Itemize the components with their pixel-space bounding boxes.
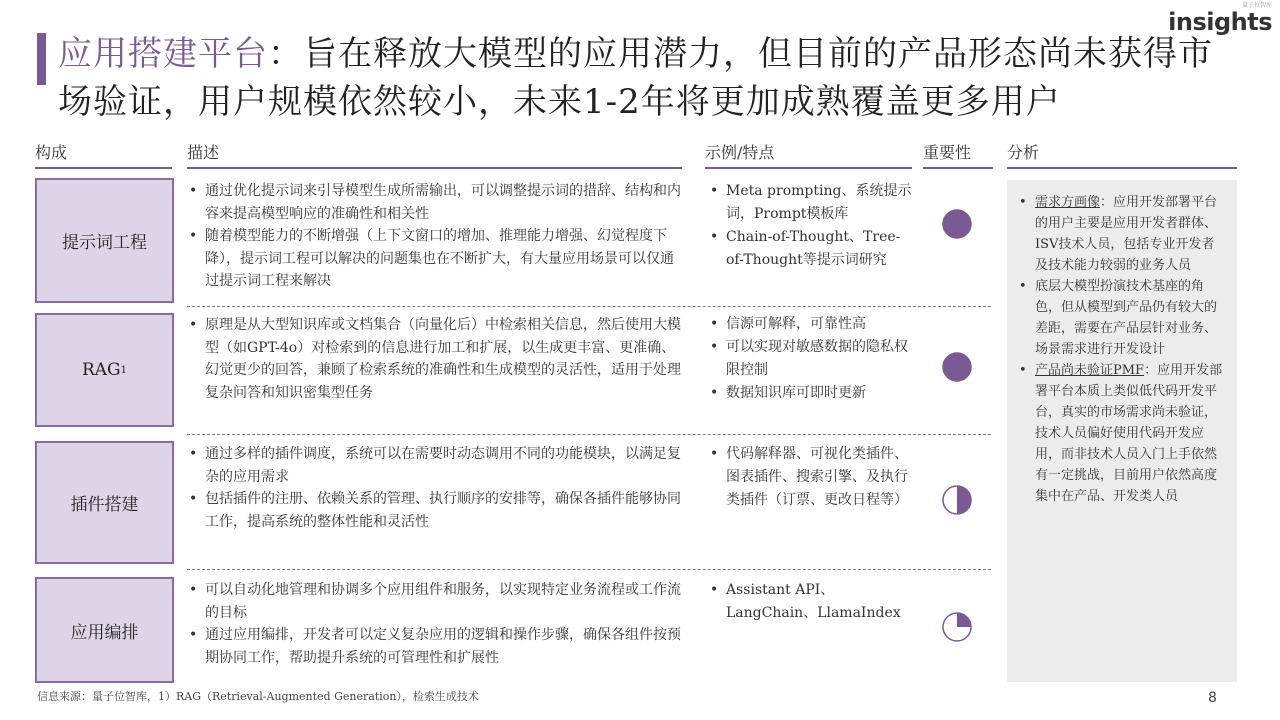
- row-description: [187, 180, 687, 293]
- row-label-text: RAG: [81, 360, 121, 380]
- header-description: 描述: [187, 143, 682, 169]
- row-label: [35, 577, 174, 683]
- example-bullet: • 代码解释器、可视化类插件、图表插件、搜索引擎、及执行类插件（订票、更改日程等）: [708, 443, 913, 512]
- example-bullet: • 数据知识库可即时更新: [708, 382, 913, 405]
- row-separator: [187, 434, 991, 435]
- analysis-key: 产品尚未验证PMF: [1035, 363, 1145, 378]
- example-bullet: • Assistant API、LangChain、LlamaIndex: [708, 579, 913, 625]
- analysis-text: ：应用开发部署平台本质上类似低代码开发平台，真实的市场需求尚未验证，技术人员偏好使用代码开发应用，而非技术人员入门上手依然有一定挑战，目前用户依然高度集中在产品、开发类人员: [1035, 363, 1223, 504]
- row-examples: [708, 579, 913, 625]
- row-label: [35, 178, 174, 303]
- description-bullet: • 包括插件的注册、依赖关系的管理、执行顺序的安排等，确保各插件能够协同工作，提高系统的整体性能和灵活性: [187, 488, 687, 533]
- title-highlight: 应用搭建平台: [58, 34, 268, 74]
- page-title: [58, 30, 1238, 126]
- importance-full-icon: [942, 352, 972, 382]
- example-bullet: • 信源可解释，可靠性高: [708, 313, 913, 336]
- description-bullet: • 随着模型能力的不断增强（上下文窗口的增加、推理能力增强、幻觉程度下降），提示词工程可以解决的问题集也在不断扩大，有大量应用场景可以仅通过提示词工程来解决: [187, 225, 687, 293]
- row-description: [187, 314, 687, 404]
- brand-logo: [1168, 2, 1272, 34]
- description-bullet: • 通过应用编排，开发者可以定义复杂应用的逻辑和操作步骤，确保各组件按预期协同工作，帮助提升系统的可管理性和扩展性: [187, 624, 687, 669]
- row-label-text: 提示词工程: [62, 233, 147, 253]
- header-importance: 重要性: [923, 143, 993, 169]
- description-bullet: • 可以自动化地管理和协调多个应用组件和服务，以实现特定业务流程或工作流的目标: [187, 579, 687, 624]
- row-description: [187, 579, 687, 669]
- analysis-text: 底层大模型扮演技术基座的角色，但从模型到产品仍有较大的差距，需要在产品层针对业务、场景需求进行开发设计: [1035, 279, 1218, 357]
- description-bullet: • 原理是从大型知识库或文档集合（向量化后）中检索相关信息，然后使用大模型（如GPT-4o）对检索到的信息进行加工和扩展，以生成更丰富、更准确、幻觉更少的回答，兼顾了检索系统的准确性和生成模型的灵活性，适用于处理复杂问答和知识密集型任务: [187, 314, 687, 404]
- row-description: [187, 443, 687, 533]
- description-bullet: • 通过多样的插件调度，系统可以在需要时动态调用不同的功能模块，以满足复杂的应用需求: [187, 443, 687, 488]
- row-separator: [187, 306, 991, 307]
- analysis-bullet: [1017, 276, 1223, 360]
- row-separator: [187, 569, 991, 570]
- header-analysis: 分析: [1007, 143, 1237, 169]
- analysis-key: 需求方画像: [1035, 195, 1101, 210]
- row-label-text: 插件搭建: [70, 495, 139, 515]
- example-bullet: • Meta prompting、系统提示词，Prompt模板库: [708, 180, 913, 226]
- row-examples: [708, 443, 913, 512]
- page-number: 8: [1208, 690, 1217, 706]
- row-examples: [708, 180, 913, 272]
- analysis-bullet: [1017, 192, 1223, 276]
- header-component: 构成: [35, 143, 172, 169]
- logo-text: insights: [1168, 8, 1272, 36]
- header-examples: 示例/特点: [705, 143, 912, 169]
- description-bullet: • 通过优化提示词来引导模型生成所需输出，可以调整提示词的措辞、结构和内容来提高模型响应的准确性和相关性: [187, 180, 687, 225]
- importance-quarter-icon: [942, 612, 972, 642]
- example-bullet: • Chain-of-Thought、Tree-of-Thought等提示词研究: [708, 226, 913, 272]
- example-bullet: • 可以实现对敏感数据的隐私权限控制: [708, 336, 913, 382]
- row-label-text: 应用编排: [70, 622, 139, 643]
- title-rest: ：旨在释放大模型的应用潜力，但目前的产品形态尚未获得市场验证，用户规模依然较小，未来1-2年将更加成熟覆盖更多用户: [58, 34, 1213, 122]
- row-examples: [708, 313, 913, 405]
- analysis-text: ：应用开发部署平台的用户主要是应用开发者群体、ISV技术人员，包括专业开发者及技术能力较弱的业务人员: [1035, 195, 1218, 273]
- source-note: 信息来源：量子位智库，1）RAG（Retrieval-Augmented Generation），检索生成技术: [37, 690, 479, 703]
- row-label: [35, 313, 174, 427]
- footnote-marker: 1: [120, 364, 128, 376]
- analysis-bullet: [1017, 360, 1223, 507]
- importance-half-icon: [942, 485, 972, 515]
- logo-small-text: 量子位智库: [1241, 2, 1272, 9]
- importance-full-icon: [942, 209, 972, 239]
- analysis-panel: [1007, 180, 1237, 682]
- row-label: [35, 441, 174, 564]
- title-accent-bar: [37, 33, 46, 85]
